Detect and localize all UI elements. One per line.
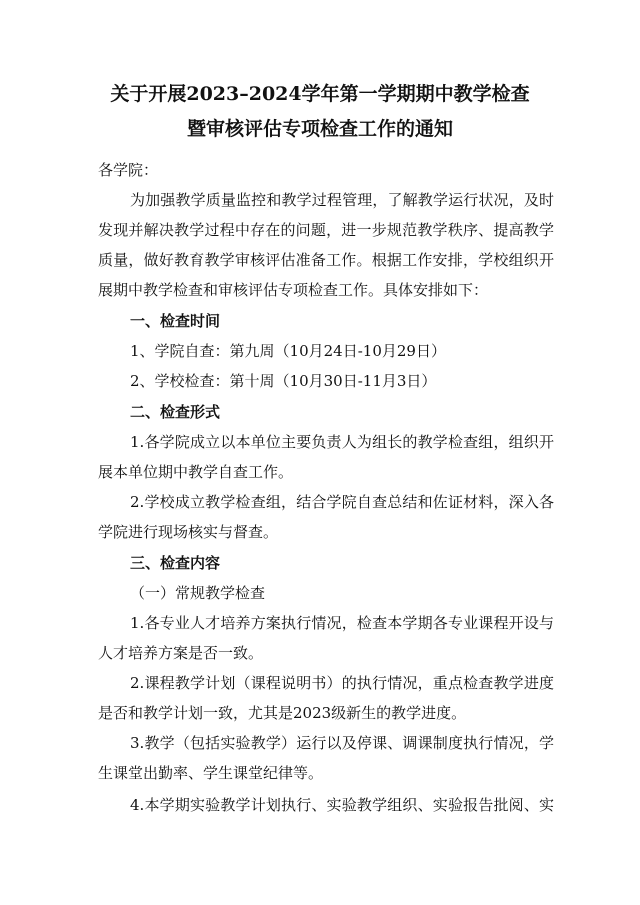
content-item-line: 人才培养方案是否一致。 <box>98 644 264 662</box>
document-title-line-1: 关于开展2023–2024学年第一学期期中教学检查 <box>110 83 530 105</box>
content-item-line: 4.本学期实验教学计划执行、实验教学组织、实验报告批阅、实 <box>130 796 554 814</box>
content-item-line: 是否和教学计划一致，尤其是2023级新生的教学进度。 <box>98 704 467 722</box>
form-item-line: 学院进行现场核实与督查。 <box>98 523 279 541</box>
intro-line: 为加强教学质量监控和教学过程管理，了解教学运行状况，及时 <box>130 191 554 209</box>
form-item-line: 展本单位期中教学自查工作。 <box>98 463 294 481</box>
section-heading-form: 二、检查形式 <box>130 403 221 421</box>
schedule-item: 2、学校检查：第十周（10月30日-11月3日） <box>130 372 437 390</box>
content-item-line: 2.课程教学计划（课程说明书）的执行情况，重点检查教学进度 <box>130 674 554 692</box>
subsection-heading: （一）常规教学检查 <box>130 584 266 602</box>
intro-line: 展期中教学检查和审核评估专项检查工作。具体安排如下： <box>98 281 489 299</box>
form-item-line: 1.各学院成立以本单位主要负责人为组长的教学检查组，组织开 <box>130 433 554 451</box>
section-heading-content: 三、检查内容 <box>130 554 221 572</box>
salutation: 各学院： <box>98 161 159 179</box>
content-item-line: 生课堂出勤率、学生课堂纪律等。 <box>98 764 324 782</box>
schedule-item: 1、学院自查：第九周（10月24日-10月29日） <box>130 342 446 360</box>
content-item-line: 3.教学（包括实验教学）运行以及停课、调课制度执行情况，学 <box>130 734 554 752</box>
form-item-line: 2.学校成立教学检查组，结合学院自查总结和佐证材料，深入各 <box>130 493 554 511</box>
document-title-line-2: 暨审核评估专项检查工作的通知 <box>186 118 453 140</box>
section-heading-time: 一、检查时间 <box>130 312 221 330</box>
intro-line: 质量，做好教育教学审核评估准备工作。根据工作安排，学校组织开 <box>98 251 554 269</box>
intro-line: 发现并解决教学过程中存在的问题，进一步规范教学秩序、提高教学 <box>98 221 554 239</box>
content-item-line: 1.各专业人才培养方案执行情况，检查本学期各专业课程开设与 <box>130 614 554 632</box>
